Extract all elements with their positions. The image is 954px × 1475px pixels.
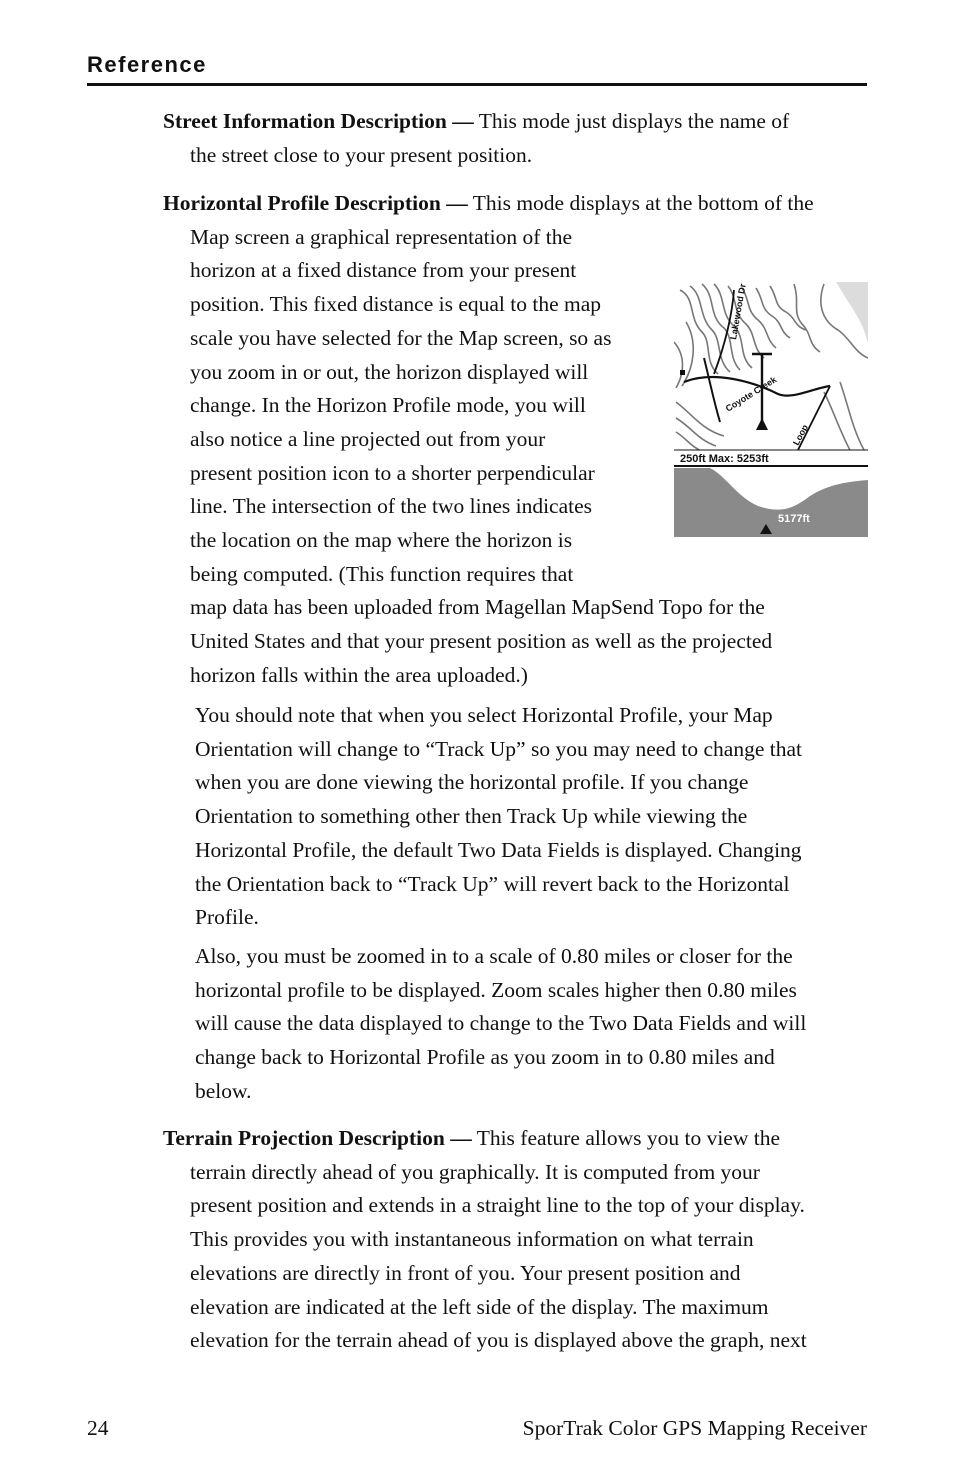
running-header: Reference (87, 52, 207, 77)
text-line: position. This fixed distance is equal to the map (190, 292, 602, 317)
text-line: map data has been uploaded from Magellan MapSend Topo for the (190, 595, 765, 620)
present-elevation-label: 5177ft (778, 513, 810, 525)
text-line: change. In the Horizon Profile mode, you will (190, 393, 586, 418)
zoom-scale-note (195, 940, 865, 1109)
text-line: Orientation will change to “Track Up” so you may need to change that (195, 736, 803, 761)
text-line: You should note that when you select Horizontal Profile, your Map (195, 703, 773, 727)
text-line: This mode just displays the name of (473, 109, 790, 133)
text-line: Profile. (195, 905, 259, 930)
text-line: Map screen a graphical representation of the (190, 224, 573, 249)
text-line: the location on the map where the horizon is (190, 528, 573, 553)
text-line: Orientation to something other then Track Up while viewing the (195, 804, 748, 829)
text-line: when you are done viewing the horizontal profile. If you change (195, 770, 749, 795)
running-footer-title: SporTrak Color GPS Mapping Receiver (522, 1416, 867, 1440)
text-line: elevation for the terrain ahead of you is displayed above the graph, next (190, 1328, 807, 1353)
terrain-projection-lead: Terrain Projection Description — (163, 1126, 472, 1150)
text-line: United States and that your present position as well as the projected (190, 629, 773, 654)
page-number: 24 (87, 1416, 109, 1440)
text-line: line. The intersection of the two lines indicates (190, 494, 593, 519)
map-road-label: Lakewood Dr (728, 282, 748, 341)
horizontal-profile-map-figure (674, 282, 868, 537)
map-road-label: Loop (790, 422, 811, 447)
text-line: Horizontal Profile, the default Two Data Fields is displayed. Changing (195, 837, 802, 862)
text-line: change back to Horizontal Profile as you zoom in to 0.80 miles and (195, 1045, 775, 1070)
text-line: the street close to your present position. (190, 142, 533, 167)
track-up-note (195, 699, 865, 935)
text-line: horizontal profile to be displayed. Zoom scales higher then 0.80 miles (195, 977, 797, 1002)
terrain-projection-entry (163, 1122, 868, 1358)
text-line: This feature allows you to view the (471, 1126, 781, 1150)
text-line: terrain directly ahead of you graphically. It is computed from your (190, 1159, 760, 1184)
profile-scale-label: 250ft Max: 5253ft (680, 453, 769, 465)
street-info-entry (163, 105, 868, 172)
street-info-lead: Street Information Description — (163, 109, 474, 133)
text-line: This provides you with instantaneous information on what terrain (190, 1227, 754, 1252)
text-line: Also, you must be zoomed in to a scale of 0.80 miles or closer for the (195, 944, 793, 968)
map-road-label: Coyote Creek (723, 374, 779, 414)
horizontal-profile-lead: Horizontal Profile Description — (163, 191, 468, 215)
text-line: horizon falls within the area uploaded.) (190, 662, 528, 687)
text-line: present position and extends in a straight line to the top of your display. (190, 1193, 805, 1218)
text-line: below. (195, 1078, 252, 1103)
text-line: you zoom in or out, the horizon displayed will (190, 359, 589, 384)
text-line: will cause the data displayed to change to the Two Data Fields and will (195, 1011, 807, 1036)
text-line: This mode displays at the bottom of the (467, 191, 814, 215)
text-line: elevations are directly in front of you. Your present position and (190, 1260, 741, 1285)
text-line: present position icon to a shorter perpendicular (190, 460, 595, 485)
text-line: horizon at a fixed distance from your present (190, 258, 577, 283)
text-line: also notice a line projected out from your (190, 426, 546, 451)
text-line: being computed. (This function requires that (190, 561, 574, 586)
header-rule (87, 83, 867, 86)
text-line: scale you have selected for the Map screen, so as (190, 325, 612, 350)
text-line: elevation are indicated at the left side of the display. The maximum (190, 1294, 769, 1319)
text-line: the Orientation back to “Track Up” will revert back to the Horizontal (195, 871, 790, 896)
